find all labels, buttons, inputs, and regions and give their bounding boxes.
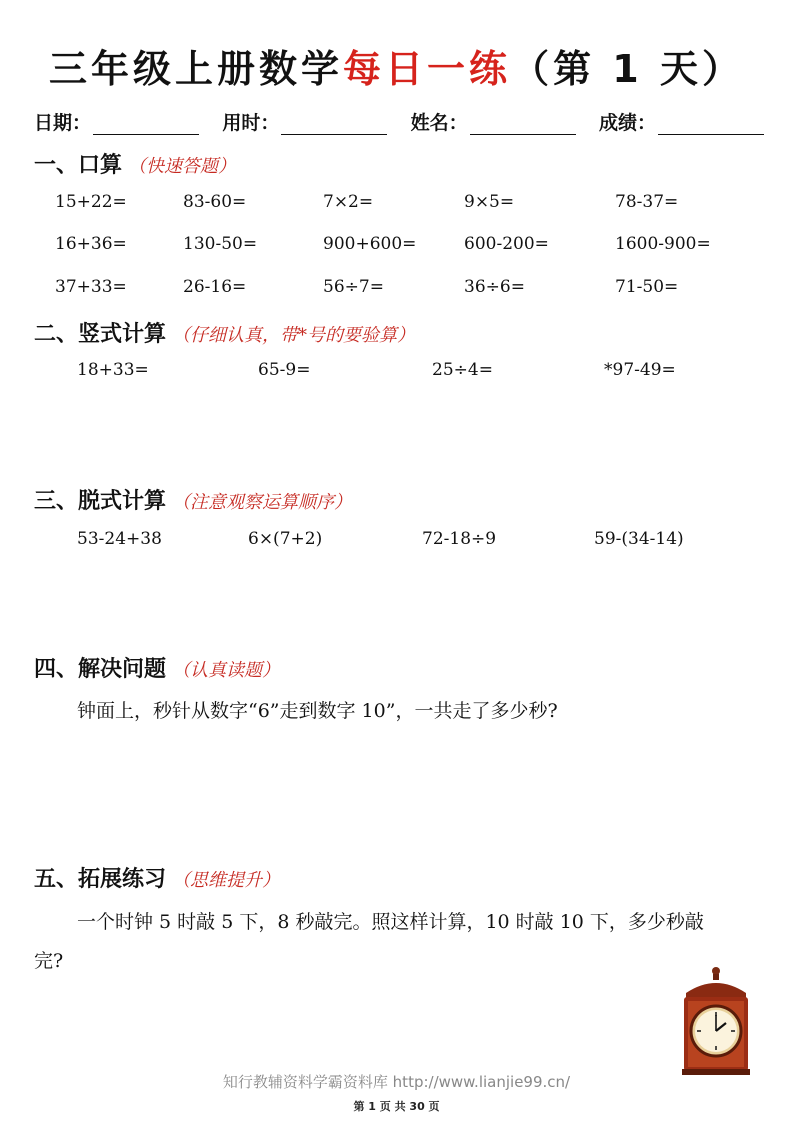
oral-item: 26-16= <box>183 277 247 297</box>
page-title <box>0 38 793 93</box>
oral-item: 900+600= <box>323 234 417 254</box>
section-4-hint: （认真读题） <box>172 660 281 681</box>
oral-item: 83-60= <box>183 192 247 212</box>
footer-watermark: 知行教辅资料学霸资料库 http://www.lianjie99.cn/ <box>222 1073 571 1091</box>
score-field <box>599 108 764 135</box>
oral-item: 36÷6= <box>464 277 525 297</box>
clock-icon <box>680 965 752 1077</box>
section-2-title: 二、竖式计算 <box>34 322 167 347</box>
section-2-hint: （仔细认真，带*号的要验算） <box>172 325 416 346</box>
oral-item: 37+33= <box>55 277 127 297</box>
name-field <box>411 108 576 135</box>
section-4-title: 四、解决问题 <box>34 657 167 682</box>
oral-item: 7×2= <box>323 192 374 212</box>
title-red: 每日一练 <box>343 47 512 91</box>
info-row <box>34 108 764 135</box>
vertical-item: 18+33= <box>77 360 149 380</box>
title-suffix: （第 1 天） <box>511 47 744 91</box>
vertical-item: *97-49= <box>604 360 676 380</box>
oral-item: 15+22= <box>55 192 127 212</box>
oral-item: 9×5= <box>464 192 515 212</box>
oral-item: 56÷7= <box>323 277 384 297</box>
oral-item: 78-37= <box>615 192 679 212</box>
name-label: 姓名： <box>410 112 468 134</box>
expression-item: 59-(34-14) <box>594 529 684 549</box>
section-5-question-line1: 一个时钟 5 时敲 5 下，8 秒敲完。照这样计算，10 时敲 10 下，多少秒敲 <box>77 911 704 933</box>
section-3-title: 三、脱式计算 <box>34 489 167 514</box>
score-blank <box>658 116 764 135</box>
date-field <box>34 108 199 135</box>
section-1-title: 一、口算 <box>34 153 123 178</box>
time-label: 用时： <box>222 112 280 134</box>
section-4-heading <box>34 652 280 683</box>
oral-item: 71-50= <box>615 277 679 297</box>
section-3-hint: （注意观察运算顺序） <box>172 492 353 513</box>
title-black: 三年级上册数学 <box>49 47 344 91</box>
section-5-question-line2: 完? <box>34 950 64 972</box>
expression-item: 53-24+38 <box>77 529 162 549</box>
name-blank <box>470 116 576 135</box>
oral-item: 16+36= <box>55 234 127 254</box>
section-5-hint: （思维提升） <box>172 870 281 891</box>
section-5-title: 五、拓展练习 <box>34 867 167 892</box>
section-2-heading <box>34 317 415 348</box>
expression-item: 72-18÷9 <box>422 529 497 549</box>
time-field <box>222 108 387 135</box>
section-1-heading <box>34 148 236 179</box>
section-4-question: 钟面上，秒针从数字“6”走到数字 10”，一共走了多少秒? <box>77 700 558 722</box>
section-1-hint: （快速答题） <box>128 156 237 177</box>
expression-item: 6×(7+2) <box>248 529 323 549</box>
oral-item: 1600-900= <box>615 234 711 254</box>
time-blank <box>281 116 387 135</box>
oral-item: 600-200= <box>464 234 549 254</box>
vertical-item: 25÷4= <box>432 360 493 380</box>
score-label: 成绩： <box>598 112 656 134</box>
date-label: 日期： <box>34 112 92 134</box>
date-blank <box>93 116 199 135</box>
section-5-heading <box>34 862 280 893</box>
section-3-heading <box>34 484 352 515</box>
page-number: 第 1 页 共 30 页 <box>353 1100 440 1113</box>
oral-item: 130-50= <box>183 234 258 254</box>
vertical-item: 65-9= <box>258 360 311 380</box>
